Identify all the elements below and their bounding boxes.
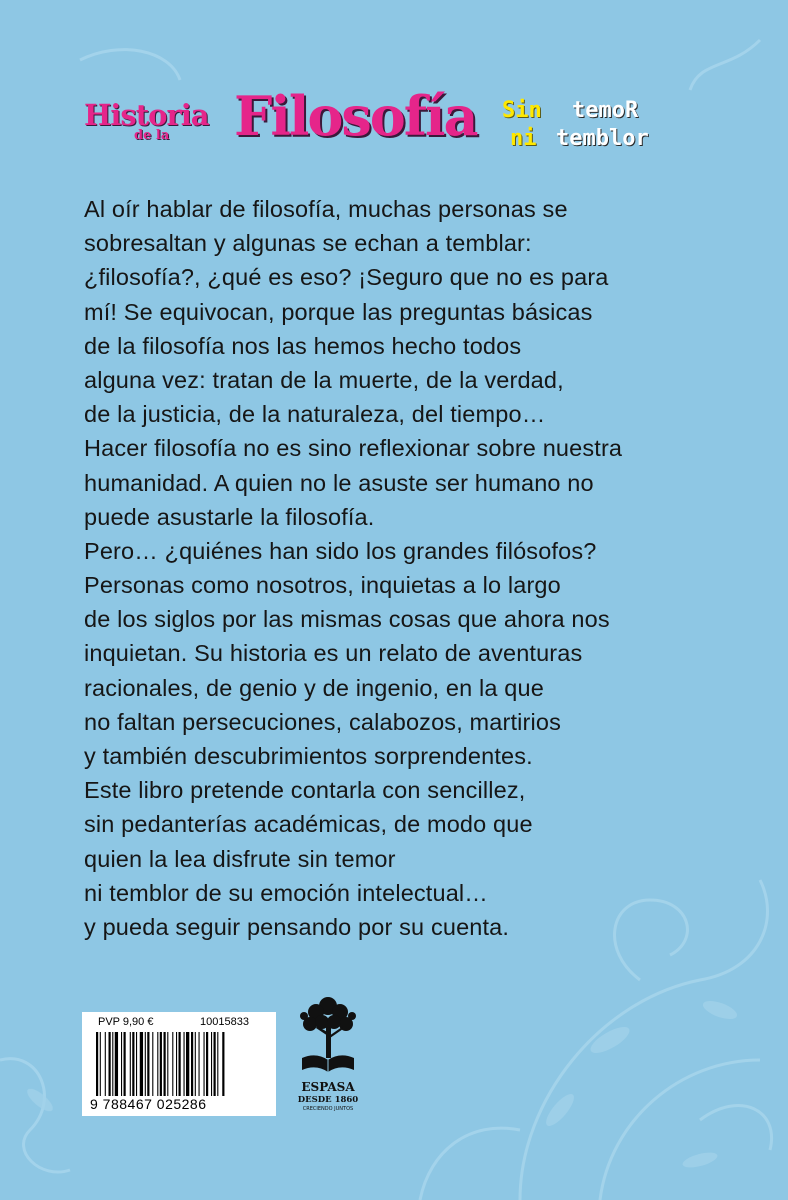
title-de-la: de la [134,128,170,143]
publisher-logo [296,992,360,1124]
barcode-bar [136,1032,137,1096]
barcode-bar [115,1032,118,1096]
blurb-line: Este libro pretende contarla con sencillez, [84,777,526,804]
barcode-bar [172,1032,173,1096]
price-label: PVP 9,90 € [98,1016,154,1028]
blurb-line: sin pedanterías académicas, de modo que [84,811,533,838]
barcode-bar [152,1032,153,1096]
blurb-line: y también descubrimientos sorprendentes. [84,743,533,769]
barcode-bar [145,1032,146,1096]
barcode-bars [94,1032,268,1096]
isbn-digits: 9 788467 025286 [90,1096,207,1112]
barcode-bar [211,1032,212,1096]
barcode-bar [164,1032,166,1096]
barcode-bar [214,1032,216,1096]
barcode-bar [176,1032,177,1096]
barcode-bar [179,1032,181,1096]
barcode-bar [217,1032,218,1096]
barcode-bar [157,1032,158,1096]
subtitle-ni: ni [510,126,537,151]
blurb-text [84,192,744,944]
blurb-line: Pero… ¿quiénes han sido los grandes filósofos? [84,537,597,564]
barcode-bar [130,1032,131,1096]
product-code: 10015833 [200,1016,249,1028]
subtitle-sin: Sin [502,98,542,123]
barcode-bar [204,1032,205,1096]
blurb-line: puede asustarle la filosofía. [84,503,375,530]
blurb-line: Al oír hablar de filosofía, muchas personas se [84,196,568,222]
barcode-bar [124,1032,126,1096]
barcode-bar [195,1032,196,1096]
publisher-tagline: CRECIENDO JUNTOS [302,1106,354,1112]
publisher-name: ESPASA [301,1080,355,1094]
barcode-bar [132,1032,134,1096]
barcode-bar [199,1032,200,1096]
barcode-bar [147,1032,149,1096]
blurb-line: ¿filosofía?, ¿qué es eso? ¡Seguro que no es para [84,264,609,291]
blurb-line: racionales, de genio y de ingenio, en la que [84,674,544,701]
blurb-line: Personas como nosotros, inquietas a lo largo [84,572,561,599]
barcode-bar [222,1032,224,1096]
blurb-line: humanidad. A quien no le asuste ser humano no [84,469,594,496]
blurb-line: Hacer filosofía no es sino reflexionar sobre nuestra [84,435,623,462]
blurb-line: sobresaltan y algunas se echan a temblar: [84,230,532,257]
title-historia: Historia [84,98,209,132]
barcode-bar [191,1032,193,1096]
blurb-line: quien la lea disfrute sin temor [84,845,396,872]
barcode-bar [112,1032,113,1096]
barcode-bar [160,1032,162,1096]
barcode-bar [186,1032,189,1096]
barcode-bar [167,1032,168,1096]
barcode-bar [100,1032,101,1096]
blurb-line: de los siglos por las mismas cosas que ahora nos [84,606,610,633]
barcode-bar [96,1032,98,1096]
barcode-bar [109,1032,111,1096]
blurb-line: de la filosofía nos las hemos hecho todos [84,332,522,359]
publisher-since: DESDE 1860 [297,1095,359,1105]
subtitle-temor: temoR [572,98,639,123]
barcode-bar [105,1032,106,1096]
barcode [82,1012,276,1116]
barcode-bar [121,1032,122,1096]
blurb-line: mí! Se equivocan, porque las preguntas básicas [84,298,593,325]
tree-book-icon [296,992,360,1080]
subtitle-temblor: temblor [556,126,649,151]
blurb-line: y pueda seguir pensando por su cuenta. [84,913,510,940]
blurb-line: de la justicia, de la naturaleza, del tiempo… [84,401,546,428]
barcode-bar [184,1032,185,1096]
blurb-line: alguna vez: tratan de la muerte, de la verdad, [84,366,564,393]
barcode-bar [140,1032,143,1096]
book-title [84,84,704,164]
blurb-line: ni temblor de su emoción intelectual… [84,879,488,906]
title-filosofia: Filosofía [234,84,477,148]
blurb-line: no faltan persecuciones, calabozos, martirios [84,708,561,735]
blurb-line: inquietan. Su historia es un relato de aventuras [84,640,583,667]
barcode-bar [206,1032,208,1096]
